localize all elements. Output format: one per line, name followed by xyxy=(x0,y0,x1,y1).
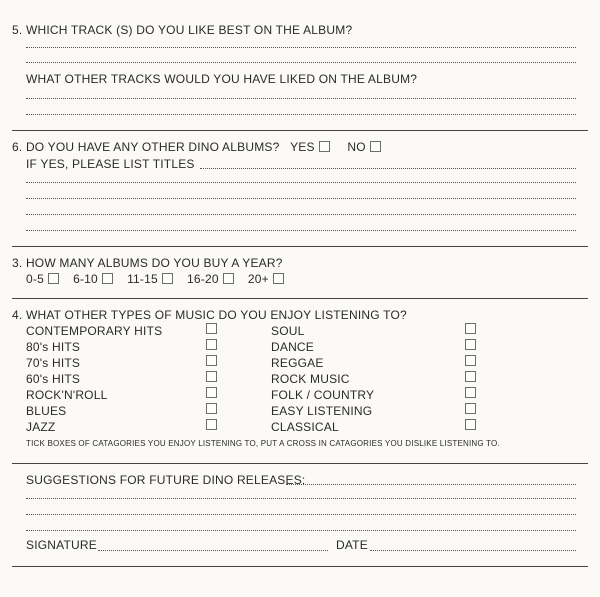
genre-checkbox[interactable] xyxy=(206,323,217,334)
q3-option-label: 16-20 xyxy=(187,272,219,286)
q4-instructions: TICK BOXES OF CATAGORIES YOU ENJOY LISTENING TO, PUT A CROSS IN CATAGORIES YOU DISLIKE LISTENING TO. xyxy=(26,439,500,448)
q5-answer-line[interactable] xyxy=(26,62,576,63)
genre-label: FOLK / COUNTRY xyxy=(271,388,375,402)
suggestions-line[interactable] xyxy=(26,498,576,499)
q6-titles-line[interactable] xyxy=(200,168,576,169)
q3-option-label: 20+ xyxy=(247,272,269,286)
q5-other-tracks-line[interactable] xyxy=(26,114,576,115)
genre-checkbox[interactable] xyxy=(206,371,217,382)
q3-option-label: 0-5 xyxy=(26,272,44,286)
genre-checkbox[interactable] xyxy=(465,371,476,382)
suggestions-line[interactable] xyxy=(26,514,576,515)
section-divider xyxy=(12,566,588,567)
genre-label: BLUES xyxy=(26,404,67,418)
suggestions-line[interactable] xyxy=(26,530,576,531)
genre-checkbox[interactable] xyxy=(465,355,476,366)
q4-title: 4. WHAT OTHER TYPES OF MUSIC DO YOU ENJOY LISTENING TO? xyxy=(12,308,407,322)
q5-title: 5. WHICH TRACK (S) DO YOU LIKE BEST ON THE ALBUM? xyxy=(12,23,353,37)
genre-checkbox[interactable] xyxy=(206,419,217,430)
q6-titles-line[interactable] xyxy=(26,230,576,231)
genre-checkbox[interactable] xyxy=(465,339,476,350)
q3-title: 3. HOW MANY ALBUMS DO YOU BUY A YEAR? xyxy=(12,256,283,270)
q6-no-checkbox[interactable] xyxy=(370,141,381,152)
genre-label: ROCK MUSIC xyxy=(271,372,350,386)
q6-yes-label: YES xyxy=(290,140,315,154)
q6-titles-line[interactable] xyxy=(26,198,576,199)
genre-checkbox[interactable] xyxy=(465,403,476,414)
q3-option-checkbox[interactable] xyxy=(162,273,173,284)
genre-checkbox[interactable] xyxy=(206,355,217,366)
q5-answer-line[interactable] xyxy=(26,47,576,48)
date-label: DATE xyxy=(336,538,368,552)
genre-label: CONTEMPORARY HITS xyxy=(26,324,163,338)
q3-option-checkbox[interactable] xyxy=(273,273,284,284)
q6-no-label: NO xyxy=(347,140,366,154)
q6-question xyxy=(12,140,381,154)
q6-yes-checkbox[interactable] xyxy=(319,141,330,152)
genre-checkbox[interactable] xyxy=(206,387,217,398)
section-divider xyxy=(12,463,588,464)
genre-label: SOUL xyxy=(271,324,305,338)
suggestions-label: SUGGESTIONS FOR FUTURE DINO RELEASES: xyxy=(26,473,306,487)
genre-label: CLASSICAL xyxy=(271,420,339,434)
q6-title: 6. DO YOU HAVE ANY OTHER DINO ALBUMS? xyxy=(12,140,280,154)
signature-label: SIGNATURE xyxy=(26,538,97,552)
q5-other-tracks-line[interactable] xyxy=(26,98,576,99)
section-divider xyxy=(12,130,588,131)
q6-titles-line[interactable] xyxy=(26,182,576,183)
q3-options xyxy=(26,272,284,286)
q3-option-checkbox[interactable] xyxy=(223,273,234,284)
section-divider xyxy=(12,246,588,247)
genre-checkbox[interactable] xyxy=(465,419,476,430)
genre-checkbox[interactable] xyxy=(465,323,476,334)
genre-label: 70's HITS xyxy=(26,356,81,370)
date-line[interactable] xyxy=(370,550,576,551)
genre-label: 80's HITS xyxy=(26,340,81,354)
q3-option-checkbox[interactable] xyxy=(102,273,113,284)
genre-label: DANCE xyxy=(271,340,315,354)
genre-label: EASY LISTENING xyxy=(271,404,373,418)
genre-label: REGGAE xyxy=(271,356,324,370)
suggestions-line[interactable] xyxy=(286,484,576,485)
q6-titles-line[interactable] xyxy=(26,214,576,215)
genre-label: JAZZ xyxy=(26,420,56,434)
q6-list-label: IF YES, PLEASE LIST TITLES xyxy=(26,157,195,171)
q3-option-label: 6-10 xyxy=(73,272,98,286)
genre-label: ROCK'N'ROLL xyxy=(26,388,108,402)
section-divider xyxy=(12,298,588,299)
q3-option-label: 11-15 xyxy=(127,272,158,286)
genre-checkbox[interactable] xyxy=(206,339,217,350)
genre-checkbox[interactable] xyxy=(206,403,217,414)
genre-label: 60's HITS xyxy=(26,372,81,386)
q3-option-checkbox[interactable] xyxy=(48,273,59,284)
genre-checkbox[interactable] xyxy=(465,387,476,398)
signature-line[interactable] xyxy=(98,550,328,551)
q5-subtitle: WHAT OTHER TRACKS WOULD YOU HAVE LIKED ON THE ALBUM? xyxy=(26,72,418,86)
